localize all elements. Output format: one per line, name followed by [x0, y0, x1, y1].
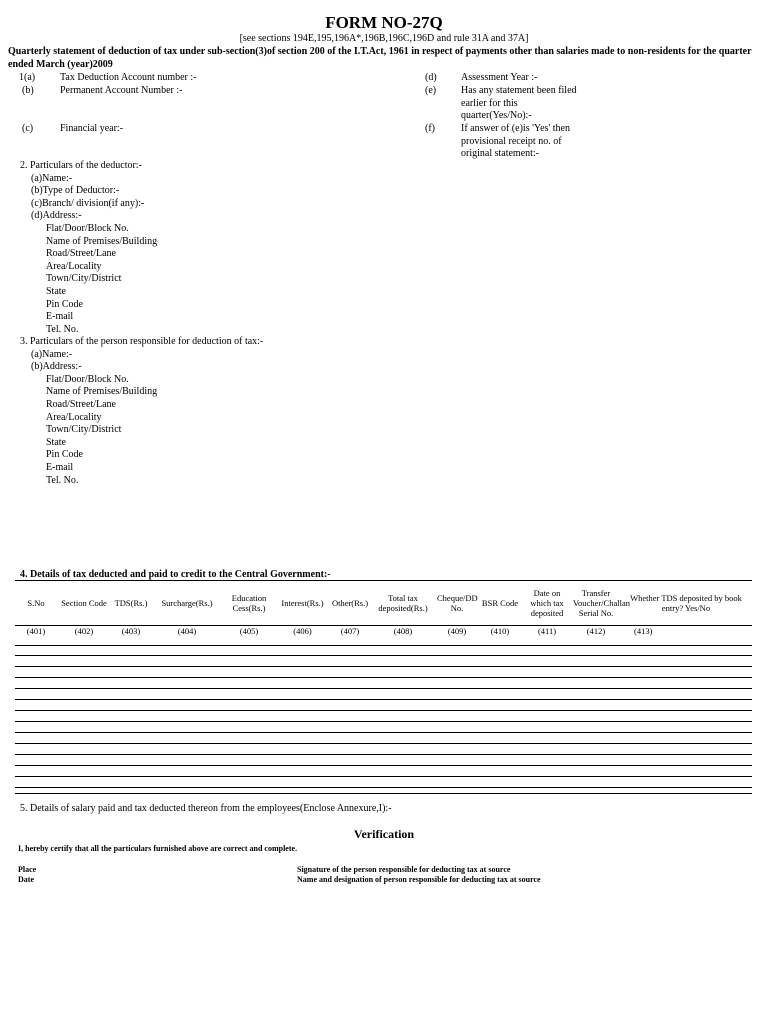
- field-number: (f): [425, 123, 435, 134]
- verification-title: Verification: [353, 827, 415, 841]
- section-heading: 3. Particulars of the person responsible for deduction of tax:-: [20, 336, 264, 347]
- table-row: [15, 688, 752, 689]
- deductor-name-label: (a)Name:-: [31, 172, 73, 184]
- column-code: (411): [522, 626, 572, 637]
- address-line: Area/Locality: [46, 260, 102, 272]
- column-code: (405): [223, 626, 275, 637]
- column-code: (402): [57, 626, 111, 637]
- statement-filed-label: quarter(Yes/No):-: [461, 110, 532, 121]
- column-code-row: [15, 626, 752, 637]
- place-label: Place: [18, 865, 37, 874]
- table-row: [15, 743, 752, 744]
- column-header: Cheque/DD No.: [436, 581, 478, 626]
- column-header: S.No: [15, 581, 57, 626]
- column-code: (407): [330, 626, 370, 637]
- tax-details-table: [15, 580, 752, 636]
- column-header: Other(Rs.): [330, 581, 370, 626]
- column-code: (404): [151, 626, 223, 637]
- pan-label: Permanent Account Number :-: [60, 85, 183, 96]
- column-header: Interest(Rs.): [275, 581, 330, 626]
- column-code: (406): [275, 626, 330, 637]
- column-header: BSR Code: [478, 581, 522, 626]
- column-header: Date on which tax deposited: [522, 581, 572, 626]
- address-line: Name of Premises/Building: [46, 386, 158, 398]
- field-number: (c): [22, 123, 34, 134]
- column-header: Section Code: [57, 581, 111, 626]
- column-code: (410): [478, 626, 522, 637]
- address-line: E-mail: [46, 311, 74, 323]
- table-row: [15, 655, 752, 656]
- table-row: [15, 677, 752, 678]
- column-header: Transfer Voucher/Challan Serial No.: [572, 581, 620, 626]
- table-header-row: [15, 581, 752, 626]
- address-line: Road/Street/Lane: [46, 248, 116, 260]
- address-line: State: [46, 286, 66, 297]
- address-line: E-mail: [46, 462, 74, 473]
- table-row: [15, 721, 752, 722]
- name-designation-label: Name and designation of person responsible for deducting tax at source: [297, 875, 541, 884]
- address-line: Flat/Door/Block No.: [46, 373, 129, 385]
- deductor-type-label: (b)Type of Deductor:-: [31, 185, 120, 197]
- table-row: [15, 710, 752, 711]
- address-line: Road/Street/Lane: [46, 399, 116, 410]
- section4-heading: 4. Details of tax deducted and paid to credit to the Central Government:-: [20, 569, 331, 580]
- person-address-label: (b)Address:-: [31, 361, 82, 373]
- address-line: Tel. No.: [46, 323, 79, 335]
- column-header: TDS(Rs.): [111, 581, 151, 626]
- table-row: [15, 645, 752, 646]
- field-number: (e): [425, 85, 437, 96]
- column-code: (409): [436, 626, 478, 637]
- section-heading: 2. Particulars of the deductor:-: [20, 160, 142, 171]
- column-header: Education Cess(Rs.): [223, 581, 275, 626]
- certification-text: I, hereby certify that all the particulars furnished above are correct and complete.: [18, 844, 298, 853]
- address-line: Tel. No.: [46, 474, 79, 486]
- table-row: [15, 666, 752, 667]
- table-row: [15, 732, 752, 733]
- field-number: 1(a): [19, 72, 36, 83]
- statement-filed-label: earlier for this: [461, 97, 518, 109]
- column-header: Surcharge(Rs.): [151, 581, 223, 626]
- table-row: [15, 776, 752, 777]
- table-row: [15, 787, 752, 788]
- address-line: State: [46, 436, 66, 448]
- tan-label: Tax Deduction Account number :-: [60, 72, 197, 83]
- table-bottom-rule: [15, 793, 752, 794]
- provisional-receipt-label: provisional receipt no. of: [461, 135, 562, 147]
- table-row: [15, 765, 752, 766]
- address-line: Flat/Door/Block No.: [46, 223, 129, 234]
- financial-year-label: Financial year:-: [60, 123, 124, 134]
- provisional-receipt-label: If answer of (e)is 'Yes' then: [461, 123, 570, 134]
- statement-filed-label: Has any statement been filed: [461, 85, 577, 96]
- section5-text: 5. Details of salary paid and tax deducted thereon from the employees(Enclose Annexure,I):-: [20, 803, 392, 814]
- address-line: Pin Code: [46, 298, 83, 310]
- column-code: (412): [572, 626, 620, 637]
- column-code: (403): [111, 626, 151, 637]
- column-code: (408): [370, 626, 436, 637]
- address-line: Town/City/District: [46, 273, 122, 285]
- address-line: Area/Locality: [46, 411, 102, 423]
- column-code: (401): [15, 626, 57, 637]
- form-title: FORM NO-27Q: [325, 13, 443, 32]
- assessment-year-label: Assessment Year :-: [461, 72, 538, 83]
- address-line: Pin Code: [46, 449, 83, 461]
- statement-heading: Quarterly statement of deduction of tax under sub-section(3)of section 200 of the I.T.Act, 1961 in respect of payments other than salaries made to non-residents for the quarter ended March (year)2009: [8, 46, 752, 70]
- address-line: Town/City/District: [46, 424, 122, 436]
- column-code: (413): [620, 626, 752, 637]
- deductor-address-label: (d)Address:-: [31, 210, 82, 222]
- field-number: (b): [22, 85, 34, 96]
- date-label: Date: [18, 875, 34, 884]
- field-number: (d): [425, 72, 437, 83]
- table-row: [15, 699, 752, 700]
- signature-label: Signature of the person responsible for deducting tax at source: [297, 865, 511, 874]
- provisional-receipt-label: original statement:-: [461, 148, 540, 159]
- person-name-label: (a)Name:-: [31, 348, 73, 360]
- form-subtitle: [see sections 194E,195,196A*,196B,196C,196D and rule 31A and 37A]: [239, 33, 529, 44]
- column-header: Total tax deposited(Rs.): [370, 581, 436, 626]
- table-row: [15, 754, 752, 755]
- column-header: Whether TDS deposited by book entry? Yes/No: [620, 581, 752, 626]
- address-line: Name of Premises/Building: [46, 235, 158, 247]
- deductor-branch-label: (c)Branch/ division(if any):-: [31, 197, 145, 209]
